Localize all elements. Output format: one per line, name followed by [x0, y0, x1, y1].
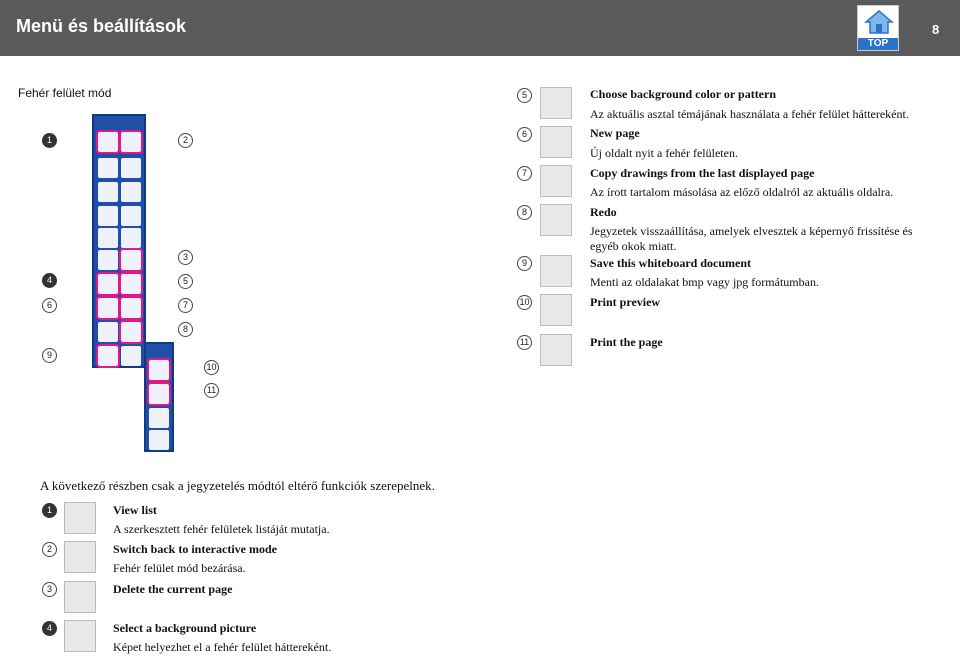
redo-icon [540, 204, 572, 236]
page-number: 8 [932, 22, 940, 37]
new-page-icon [540, 126, 572, 158]
item-desc: Képet helyezhet el a fehér felület háttereként. [113, 640, 332, 654]
print-icon[interactable] [149, 384, 169, 404]
diagram-marker: 9 [42, 348, 57, 363]
print-icon [540, 334, 572, 366]
item-title: Save this whiteboard document [590, 256, 752, 270]
home-icon [864, 9, 894, 35]
item-desc: Az aktuális asztal témájának használata a fehér felület háttereként. [590, 107, 909, 121]
item-title: Switch back to interactive mode [113, 542, 277, 556]
delete-page-icon[interactable] [121, 250, 141, 270]
diagram-marker: 3 [178, 250, 193, 265]
diagram-marker: 1 [42, 133, 57, 148]
diagram-marker: 6 [42, 298, 57, 313]
window-icon[interactable] [149, 408, 169, 428]
item-desc: A szerkesztett fehér felületek listáját mutatja. [113, 522, 330, 536]
palette-icon[interactable] [121, 158, 141, 178]
view-list-icon[interactable] [98, 132, 118, 152]
item-desc: Új oldalt nyit a fehér felületen. [590, 146, 738, 160]
item-title: Copy drawings from the last displayed page [590, 166, 815, 180]
item-marker: 7 [517, 166, 532, 181]
item-desc: Fehér felület mód bezárása. [113, 561, 246, 575]
item-title: Delete the current page [113, 582, 233, 596]
line-icon[interactable] [121, 206, 141, 226]
background-picture-icon[interactable] [98, 274, 118, 294]
mode-label: Fehér felület mód [18, 86, 112, 100]
whiteboard-toolbar-extension [144, 342, 174, 452]
diagram-marker: 2 [178, 133, 193, 148]
item-marker: 11 [517, 335, 532, 350]
pencil-icon[interactable] [121, 182, 141, 202]
print-preview-icon[interactable] [149, 360, 169, 380]
page-title: Menü és beállítások [16, 16, 187, 36]
pen-icon[interactable] [149, 430, 169, 450]
background-color-icon[interactable] [121, 274, 141, 294]
marker-icon[interactable] [98, 182, 118, 202]
rectangle-icon[interactable] [121, 228, 141, 248]
item-title: Select a background picture [113, 621, 257, 635]
whiteboard-toolbar [92, 114, 146, 368]
curve-icon[interactable] [98, 206, 118, 226]
page-header [0, 0, 960, 56]
item-desc: Menti az oldalakat bmp vagy jpg formátumban. [590, 275, 819, 289]
item-title: View list [113, 503, 157, 517]
interactive-mode-icon [64, 541, 96, 573]
item-marker: 3 [42, 582, 57, 597]
view-list-icon [64, 502, 96, 534]
copy-page-icon[interactable] [121, 298, 141, 318]
eraser-icon[interactable] [98, 250, 118, 270]
item-title: Print the page [590, 335, 663, 349]
item-marker: 9 [517, 256, 532, 271]
ellipse-icon[interactable] [98, 228, 118, 248]
diagram-marker: 8 [178, 322, 193, 337]
background-picture-icon [64, 620, 96, 652]
delete-page-icon [64, 581, 96, 613]
diagram-marker: 4 [42, 273, 57, 288]
diagram-marker: 10 [204, 360, 219, 375]
save-icon[interactable] [98, 346, 118, 366]
item-title: Print preview [590, 295, 661, 309]
interactive-mode-icon[interactable] [121, 132, 141, 152]
item-title: Redo [590, 205, 617, 219]
item-marker: 2 [42, 542, 57, 557]
top-label: TOP [858, 38, 898, 50]
print-preview-icon [540, 294, 572, 326]
pen-tool-icon[interactable] [98, 158, 118, 178]
more-icon[interactable] [121, 346, 141, 366]
item-marker: 4 [42, 621, 57, 636]
redo-icon[interactable] [121, 322, 141, 342]
item-title: New page [590, 126, 640, 140]
item-marker: 8 [517, 205, 532, 220]
item-title: Choose background color or pattern [590, 87, 777, 101]
item-marker: 1 [42, 503, 57, 518]
item-marker: 10 [517, 295, 532, 310]
diagram-marker: 7 [178, 298, 193, 313]
item-marker: 5 [517, 88, 532, 103]
diagram-marker: 5 [178, 274, 193, 289]
item-marker: 6 [517, 127, 532, 142]
copy-page-icon [540, 165, 572, 197]
section-intro: A következő részben csak a jegyzetelés módtól eltérő funkciók szerepelnek. [40, 478, 435, 493]
new-page-icon[interactable] [98, 298, 118, 318]
item-desc: Az írott tartalom másolása az előző oldalról az aktuális oldalra. [590, 185, 894, 199]
save-icon [540, 255, 572, 287]
diagram-marker: 11 [204, 383, 219, 398]
item-desc: Jegyzetek visszaállítása, amelyek elvesztek a képernyő frissítése és egyéb okok miatt. [590, 224, 913, 253]
top-button[interactable] [857, 5, 899, 51]
undo-icon[interactable] [98, 322, 118, 342]
background-color-icon [540, 87, 572, 119]
